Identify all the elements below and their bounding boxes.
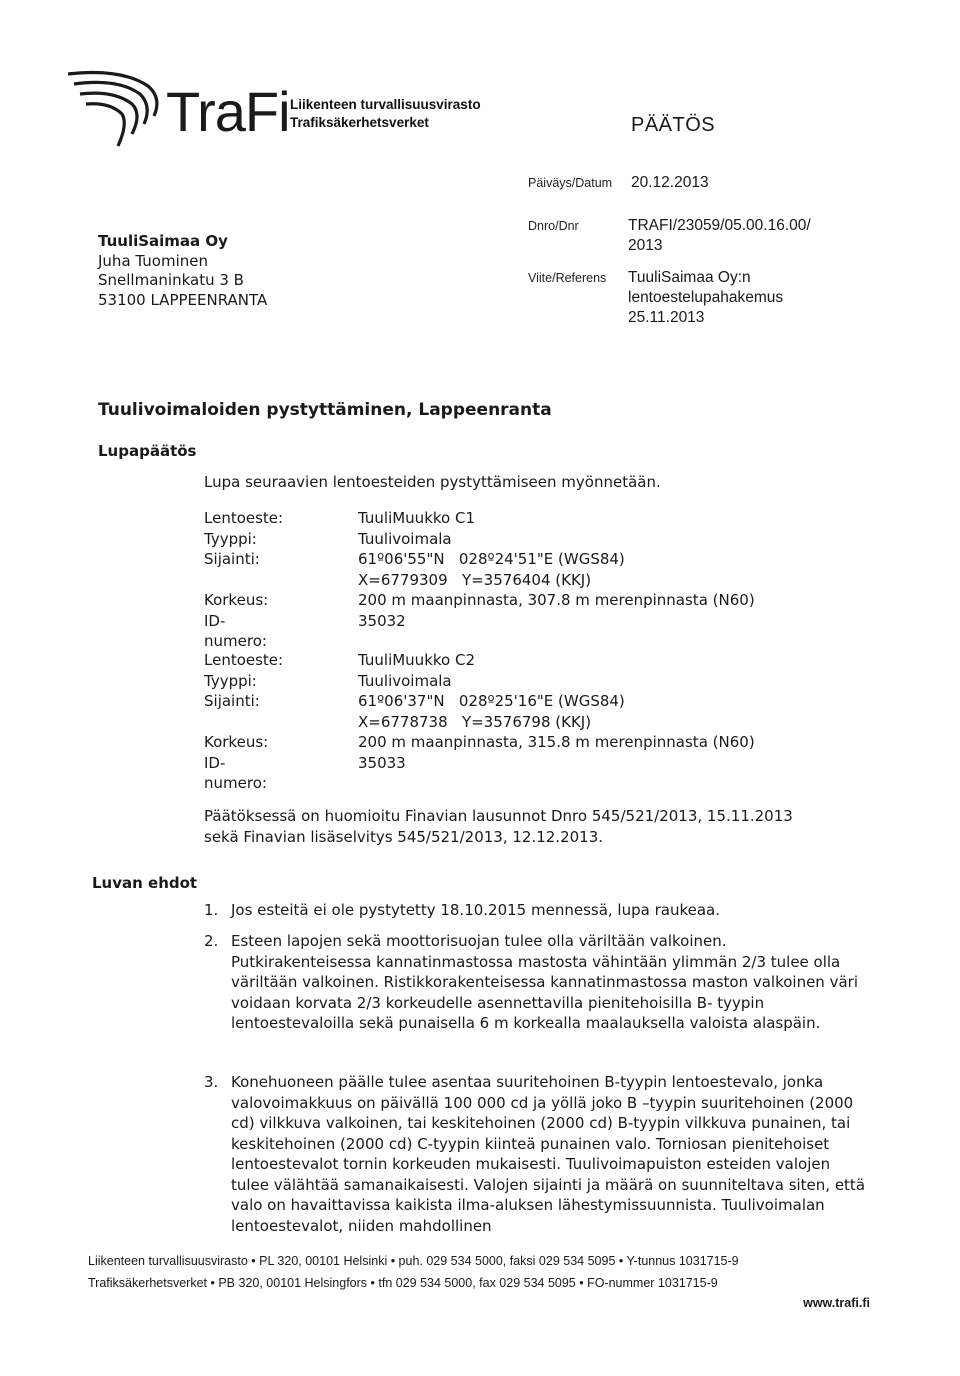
recipient-city: 53100 LAPPEENRANTA <box>98 290 268 309</box>
reference-value-line-2: lentoestelupahakemus <box>628 289 784 306</box>
obstacle-field-label: ID-numero: <box>204 753 267 792</box>
obstacle-field-value: 35033 <box>358 753 406 772</box>
condition-number: 2. <box>204 932 219 950</box>
recipient-person: Juha Tuominen <box>98 251 208 270</box>
obstacle-field-label: Korkeus: <box>204 733 269 751</box>
obstacle-field-label: Sijainti: <box>204 692 260 710</box>
obstacle-field-value: 200 m maanpinnasta, 315.8 m merenpinnasta (N60) <box>358 733 755 751</box>
condition-text: Jos esteitä ei ole pystytetty 18.10.2015 mennessä, lupa raukeaa. <box>231 901 720 919</box>
trafi-logo-swoosh-icon <box>66 66 166 156</box>
reference-value-line-3: 25.11.2013 <box>628 309 705 326</box>
dnr-value-line-2: 2013 <box>628 237 663 254</box>
obstacle-field-label: ID-numero: <box>204 611 267 650</box>
section-heading-luvan-ehdot: Luvan ehdot <box>92 874 198 892</box>
document-type: PÄÄTÖS <box>631 114 716 136</box>
obstacle-field-label: Sijainti: <box>204 550 260 568</box>
footer-line-fi: Liikenteen turvallisuusvirasto • PL 320, 00101 Helsinki • puh. 029 534 5000, faksi 029 534 5095 • Y-tunnus 1031715-9 <box>88 1254 739 1268</box>
recipient-address <box>98 232 267 310</box>
obstacle-field-value: TuuliMuukko C2 <box>358 651 475 669</box>
dnr-value-line-1: TRAFI/23059/05.00.16.00/ <box>628 217 811 234</box>
obstacle-field-value: 61º06'55"N 028º24'51"E (WGS84) <box>358 550 625 568</box>
obstacle-field-value: 61º06'37"N 028º25'16"E (WGS84) <box>358 692 625 710</box>
recipient-street: Snellmaninkatu 3 B <box>98 271 244 289</box>
obstacle-field-label: Tyyppi: <box>204 671 257 690</box>
section-heading-lupapaatos: Lupapäätös <box>98 442 197 460</box>
dnr-label: Dnro/Dnr <box>528 219 579 233</box>
document-title: Tuulivoimaloiden pystyttäminen, Lappeenranta <box>98 400 552 420</box>
obstacle-field-value: X=6779309 Y=3576404 (KKJ) <box>358 570 592 589</box>
obstacle-field-value: X=6778738 Y=3576798 (KKJ) <box>358 712 592 731</box>
agency-name-sv: Trafiksäkerhetsverket <box>290 115 429 130</box>
obstacle-field-value: 200 m maanpinnasta, 307.8 m merenpinnasta (N60) <box>358 591 755 609</box>
obstacle-field-value: TuuliMuukko C1 <box>358 509 475 527</box>
date-value: 20.12.2013 <box>631 174 709 191</box>
permit-intro: Lupa seuraavien lentoesteiden pystyttämiseen myönnetään. <box>204 473 661 491</box>
condition-number: 3. <box>204 1073 219 1091</box>
footer-line-sv: Trafiksäkerhetsverket • PB 320, 00101 Helsingfors • tfn 029 534 5000, fax 029 534 5095 • FO-nummer 1031715-9 <box>88 1276 718 1290</box>
footer-website-link[interactable]: www.trafi.fi <box>803 1296 870 1310</box>
obstacle-field-label: Lentoeste: <box>204 651 284 669</box>
date-label: Päiväys/Datum <box>528 176 613 190</box>
obstacle-field-value: 35032 <box>358 611 406 630</box>
trafi-logo-text: TraFi <box>166 80 290 143</box>
condition-text: Esteen lapojen sekä moottorisuojan tulee olla väriltään valkoinen. Putkirakenteisessa kannatinmastossa mastosta vähintään ylimmän 2/3 tulee olla väriltään valkoinen. Ristikkorakenteisessa kannatinmastossa maston valkoinen väri voidaan korvata 2/3 korkeudelle asennettavilla pienitehoisilla B- tyypin lentoestevaloilla sekä punaisella 6 m korkealla maalauksella valoista alaspäin. <box>231 932 858 1032</box>
reference-label: Viite/Referens <box>528 271 607 285</box>
finavia-note-line-1: Päätöksessä on huomioitu Finavian lausunnot Dnro 545/521/2013, 15.11.2013 <box>204 807 793 825</box>
obstacle-field-label: Tyyppi: <box>204 529 257 548</box>
finavia-note-line-2: sekä Finavian lisäselvitys 545/521/2013, 12.12.2013. <box>204 828 604 846</box>
condition-number: 1. <box>204 901 219 919</box>
obstacle-field-value: Tuulivoimala <box>358 529 452 548</box>
agency-name-fi: Liikenteen turvallisuusvirasto <box>290 97 481 112</box>
condition-text: Konehuoneen päälle tulee asentaa suuritehoinen B-tyypin lentoestevalo, jonka valovoimakkuus on päivällä 100 000 cd ja yöllä joko B –tyypin suuritehoinen (2000 cd) vilkkuva valkoinen, tai keskitehoinen (2000 cd) B-tyypin vilkkuva punainen, tai keskitehoinen (2000 cd) C-tyypin kiinteä punainen valo. Torniosan pienitehoiset lentoestevalot tornin korkeuden mukaisesti. Tuulivoimapuiston esteiden valojen tulee välähtää samanaikaisesti. Valojen sijainti ja määrä on suunniteltava siten, että valo on havaittavissa kaikista ilma-aluksen lähestymissuunnista. Tuulivoimalan lentoestevalot, niiden mahdollinen <box>231 1073 866 1235</box>
obstacle-field-label: Lentoeste: <box>204 509 284 527</box>
recipient-company: TuuliSaimaa Oy <box>98 232 228 250</box>
obstacle-field-value: Tuulivoimala <box>358 671 452 690</box>
reference-value-line-1: TuuliSaimaa Oy:n <box>628 269 751 286</box>
obstacle-field-label: Korkeus: <box>204 591 269 609</box>
